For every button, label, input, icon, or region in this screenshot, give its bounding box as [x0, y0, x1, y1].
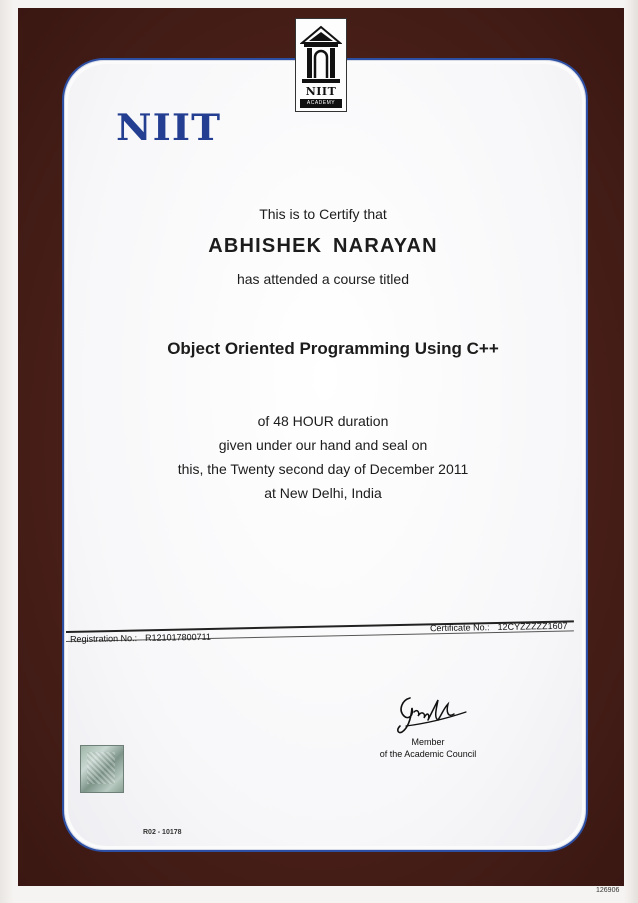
signature-icon [392, 690, 472, 736]
course-title: Object Oriented Programming Using C++ [167, 339, 499, 358]
seal-subtitle: ACADEMY [300, 99, 342, 108]
registration-value: R121017800711 [144, 631, 212, 643]
hologram-sticker [80, 745, 124, 793]
certificate-label: Certificate No.: [430, 622, 491, 634]
serial-number: 126906 [596, 887, 620, 894]
recipient-name: ABHISHEK NARAYAN [208, 235, 438, 257]
member-line: Member [411, 737, 445, 747]
seal-name: NIIT [305, 85, 337, 98]
registration-bar [66, 619, 574, 651]
duration-line: of 48 HOUR duration [257, 413, 389, 429]
signatory-role [368, 736, 488, 760]
certificate-card-inner [68, 64, 582, 846]
certify-intro: This is to Certify that [259, 206, 387, 222]
document-code: R02 - 10178 [143, 829, 182, 836]
academy-seal [295, 18, 347, 112]
certificate-value: 12CYZZZZZ1607 [497, 620, 569, 633]
building-icon [300, 23, 342, 85]
certificate-card [62, 58, 588, 852]
location-line: at New Delhi, India [264, 485, 382, 501]
council-line: of the Academic Council [379, 749, 477, 759]
niit-logo: NIIT [116, 107, 222, 149]
seal-line: given under our hand and seal on [218, 437, 428, 453]
registration-label: Registration No.: [69, 633, 138, 645]
attended-text: has attended a course titled [236, 271, 409, 287]
date-line: this, the Twenty second day of December 2011 [177, 461, 469, 477]
registration-number [70, 632, 211, 644]
